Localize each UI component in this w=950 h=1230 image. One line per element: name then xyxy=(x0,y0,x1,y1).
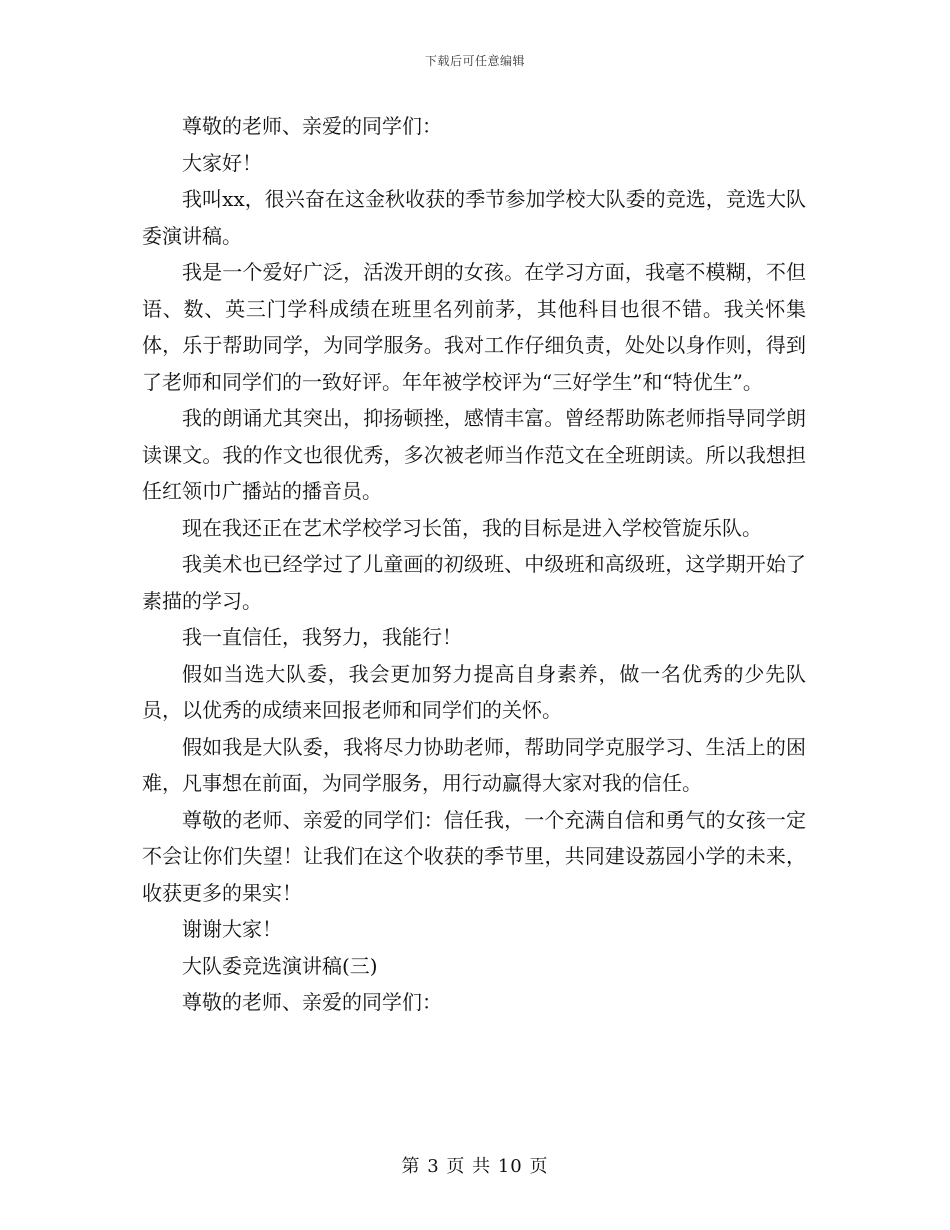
paragraph: 我叫xx，很兴奋在这金秋收获的季节参加学校大队委的竞选，竞选大队委演讲稿。 xyxy=(142,187,806,248)
paragraph: 假如当选大队委，我会更加努力提高自身素养，做一名优秀的少先队员，以优秀的成绩来回报老师和同学们的关怀。 xyxy=(142,661,806,722)
paragraph: 我一直信任，我努力，我能行！ xyxy=(182,625,462,649)
document-body xyxy=(142,108,806,1021)
paragraph: 尊敬的老师、亲爱的同学们：信任我，一个充满自信和勇气的女孩一定不会让你们失望！让我们在这个收获的季节里，共同建设荔园小学的未来，收获更多的果实！ xyxy=(142,807,806,905)
paragraph: 我是一个爱好广泛，活泼开朗的女孩。在学习方面，我毫不模糊，不但语、数、英三门学科成绩在班里名列前茅，其他科目也很不错。我关怀集体，乐于帮助同学，为同学服务。我对工作仔细负责，处处以身作则，得到了老师和同学们的一致好评。年年被学校评为“三好学生”和“特优生”。 xyxy=(142,260,806,394)
page-header-note: 下载后可任意编辑 xyxy=(424,54,525,68)
paragraph: 我的朗诵尤其突出，抑扬顿挫，感情丰富。曾经帮助陈老师指导同学朗读课文。我的作文也很优秀，多次被老师当作范文在全班朗读。所以我想担任红领巾广播站的播音员。 xyxy=(142,406,806,503)
paragraph: 假如我是大队委，我将尽力协助老师，帮助同学克服学习、生活上的困难，凡事想在前面，为同学服务，用行动赢得大家对我的信任。 xyxy=(142,734,806,795)
paragraph: 现在我还正在艺术学校学习长笛，我的目标是进入学校管旋乐队。 xyxy=(182,515,762,540)
page-number: 第 3 页 共 10 页 xyxy=(401,1156,549,1177)
paragraph: 我美术也已经学过了儿童画的初级班、中级班和高级班，这学期开始了素描的学习。 xyxy=(142,552,806,613)
section-heading: 大队委竞选演讲稿(三) xyxy=(182,953,378,978)
paragraph: 大家好！ xyxy=(182,150,262,175)
paragraph: 尊敬的老师、亲爱的同学们： xyxy=(182,990,442,1014)
paragraph: 谢谢大家！ xyxy=(182,917,282,941)
paragraph: 尊敬的老师、亲爱的同学们： xyxy=(182,114,442,138)
